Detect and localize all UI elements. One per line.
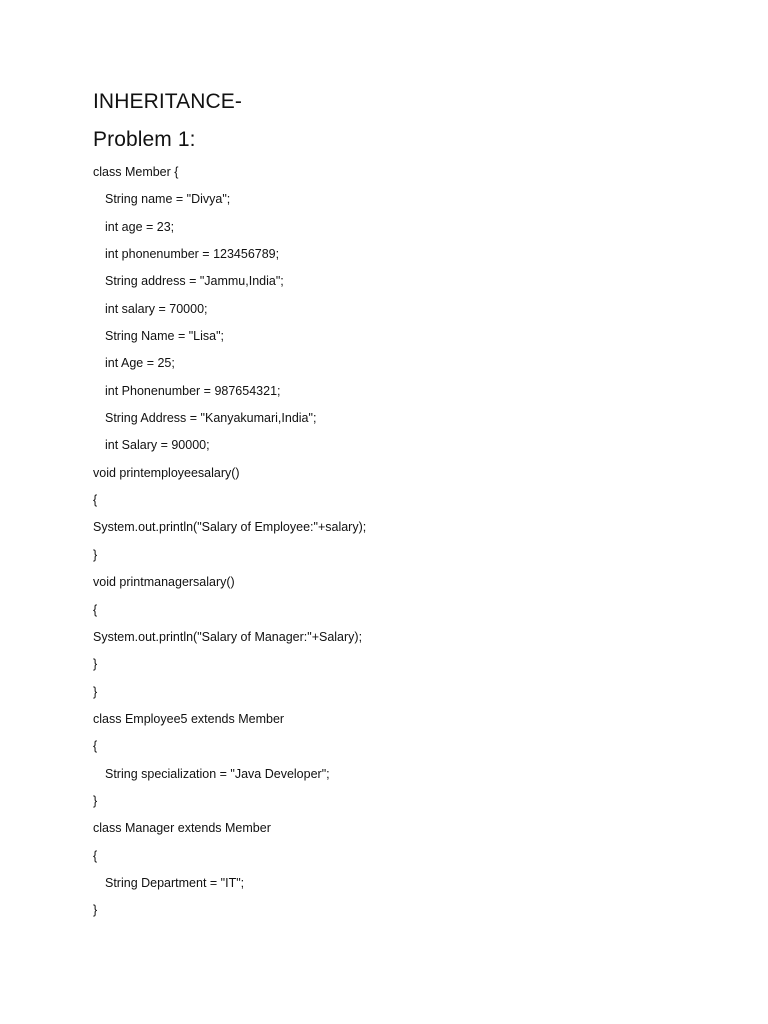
code-line: void printemployeesalary() (93, 465, 240, 480)
document-title: INHERITANCE- (93, 90, 242, 113)
code-line: } (93, 547, 98, 562)
code-line: class Manager extends Member (93, 821, 271, 836)
code-line: { (93, 739, 98, 754)
code-block (93, 163, 366, 929)
code-line: int Salary = 90000; (105, 438, 210, 453)
code-line: class Member { (93, 165, 179, 179)
code-line: String Name = "Lisa"; (105, 329, 224, 344)
code-line: } (93, 684, 98, 699)
code-line: int age = 23; (105, 219, 175, 234)
code-line: } (93, 657, 98, 672)
code-line: int salary = 70000; (105, 301, 208, 316)
code-line: System.out.println("Salary of Employee:"+salary); (93, 520, 367, 535)
code-line: int Age = 25; (105, 356, 175, 371)
code-line: { (93, 848, 98, 863)
code-line: int phonenumber = 123456789; (105, 247, 280, 262)
code-line: System.out.println("Salary of Manager:"+Salary); (93, 629, 363, 644)
code-line: } (93, 793, 98, 808)
code-line: { (93, 493, 98, 508)
code-line: void printmanagersalary() (93, 575, 235, 590)
code-line: int Phonenumber = 987654321; (105, 383, 281, 398)
code-line: String address = "Jammu,India"; (105, 274, 284, 289)
code-line: String Address = "Kanyakumari,India"; (105, 411, 317, 426)
code-line: class Employee5 extends Member (93, 711, 285, 726)
code-line: String Department = "IT"; (105, 875, 245, 890)
code-line: String specialization = "Java Developer"; (105, 766, 330, 781)
code-line: { (93, 602, 98, 617)
code-line: } (93, 903, 98, 918)
code-line: String name = "Divya"; (105, 192, 231, 207)
problem-heading: Problem 1: (93, 128, 196, 151)
